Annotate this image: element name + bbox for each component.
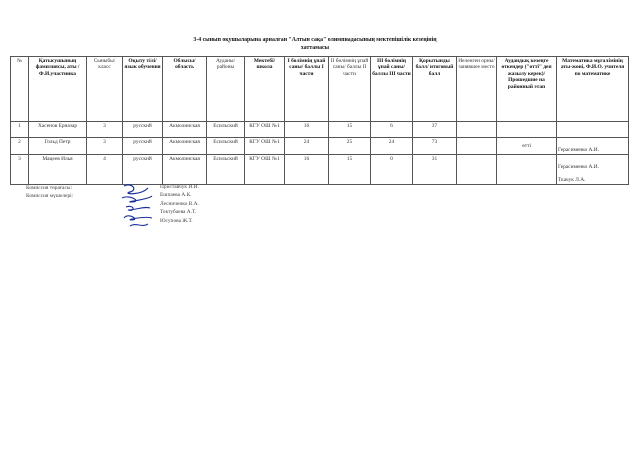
commission-member: Токтубаева А.Т. — [160, 209, 197, 216]
cell-region: Акмолинская — [163, 155, 207, 185]
cell-total: 73 — [413, 138, 457, 155]
cell-name: Гольд Петр — [29, 138, 87, 155]
cell-place — [457, 122, 497, 138]
cell-total: 31 — [413, 155, 457, 185]
header-school: Мектебі/ школа — [245, 57, 285, 122]
cell-school: КГУ ОШ №1 — [245, 155, 285, 185]
cell-total: 37 — [413, 122, 457, 138]
cell-part1: 16 — [285, 122, 329, 138]
header-part1: I бөлімнің ұпай саны/ баллы I части — [285, 57, 329, 122]
commission-member: Ешпаева А.К. — [160, 192, 192, 199]
header-part2: II бөлімнің ұпай саны/ баллы II части — [329, 57, 371, 122]
cell-part2: 15 — [329, 122, 371, 138]
header-row — [11, 57, 629, 122]
results-table — [10, 56, 629, 185]
cell-part2: 25 — [329, 138, 371, 155]
cell-grade: 3 — [87, 138, 123, 155]
header-num: № — [11, 57, 29, 122]
cell-num: 1 — [11, 122, 29, 138]
cell-part3: 6 — [371, 122, 413, 138]
commission-members-label: Комиссия мүшелері: — [26, 193, 74, 199]
extra-teacher-name: Ткачук Л.А. — [558, 176, 586, 183]
cell-language: русский — [123, 138, 163, 155]
cell-part1: 16 — [285, 155, 329, 185]
cell-teacher — [557, 155, 629, 185]
cell-region: Акмолинская — [163, 122, 207, 138]
header-total: Қорытынды балл/ итоговый балл — [413, 57, 457, 122]
cell-district: Есильский — [207, 155, 245, 185]
commission-labels — [26, 184, 73, 200]
cell-language: русский — [123, 122, 163, 138]
cell-part2: 15 — [329, 155, 371, 185]
cell-num: 2 — [11, 138, 29, 155]
commission-member: Приставчук И.И. — [160, 184, 199, 190]
cell-part3: 24 — [371, 138, 413, 155]
header-part3: III бөлімнің ұпай саны/ баллы III части — [371, 57, 413, 122]
signatures — [118, 180, 158, 230]
cell-grade: 4 — [87, 155, 123, 185]
cell-name: Мацеев Илья — [29, 155, 87, 185]
header-passed: Аудандық кезеңге өткендер ("өтті" деп жазылу керек)/ Прошедшие на районный этап — [497, 57, 557, 122]
commission-member: Лесниченко В.А. — [160, 200, 199, 207]
header-name: Қатысушының фамилиясы, аты /Ф.И.участника — [29, 57, 87, 122]
cell-teacher — [557, 122, 629, 138]
cell-num: 3 — [11, 155, 29, 185]
cell-name: Хасенов Ерназар — [29, 122, 87, 138]
teacher-name: Герасименко А.И. — [558, 147, 600, 153]
title-line-1: 3-4 сынып оқушыларына арналған "Алтын сақа" олимпиадасының мектепішілік кезеңінің — [193, 37, 437, 43]
header-grade: Сыныбы/класс — [87, 57, 123, 122]
header-place: Иеленген орны/ занявшее место — [457, 57, 497, 122]
title-line-2: хаттамасы — [300, 45, 330, 51]
header-teacher: Математика мұғалімінің аты-жөні, Ф.И.О. учителя по математике — [557, 57, 629, 122]
cell-passed — [497, 122, 557, 138]
cell-language: русский — [123, 155, 163, 185]
cell-teacher — [557, 138, 629, 155]
commission-member: Юсупова Ж.Т. — [160, 217, 193, 224]
cell-passed — [497, 155, 557, 185]
cell-region: Акмолинская — [163, 138, 207, 155]
table-row — [11, 122, 629, 138]
cell-place — [457, 155, 497, 185]
table-row — [11, 155, 629, 185]
document-title — [150, 36, 480, 52]
cell-district: Есильский — [207, 138, 245, 155]
cell-place — [457, 138, 497, 155]
table-row — [11, 138, 629, 155]
header-language: Оқыту тілі/ язык обучения — [123, 57, 163, 122]
cell-school: КГУ ОШ №1 — [245, 138, 285, 155]
cell-school: КГУ ОШ №1 — [245, 122, 285, 138]
header-region: Облысы/ область — [163, 57, 207, 122]
header-district: Ауданы/ районы — [207, 57, 245, 122]
cell-grade: 3 — [87, 122, 123, 138]
commission-members — [160, 183, 199, 225]
teacher-name: Герасименко А.И. — [558, 164, 600, 171]
cell-part3: 0 — [371, 155, 413, 185]
cell-district: Есильский — [207, 122, 245, 138]
commission-chair-label: Комиссия төрағасы: — [26, 185, 72, 191]
cell-passed: өтті — [497, 138, 557, 155]
cell-part1: 24 — [285, 138, 329, 155]
